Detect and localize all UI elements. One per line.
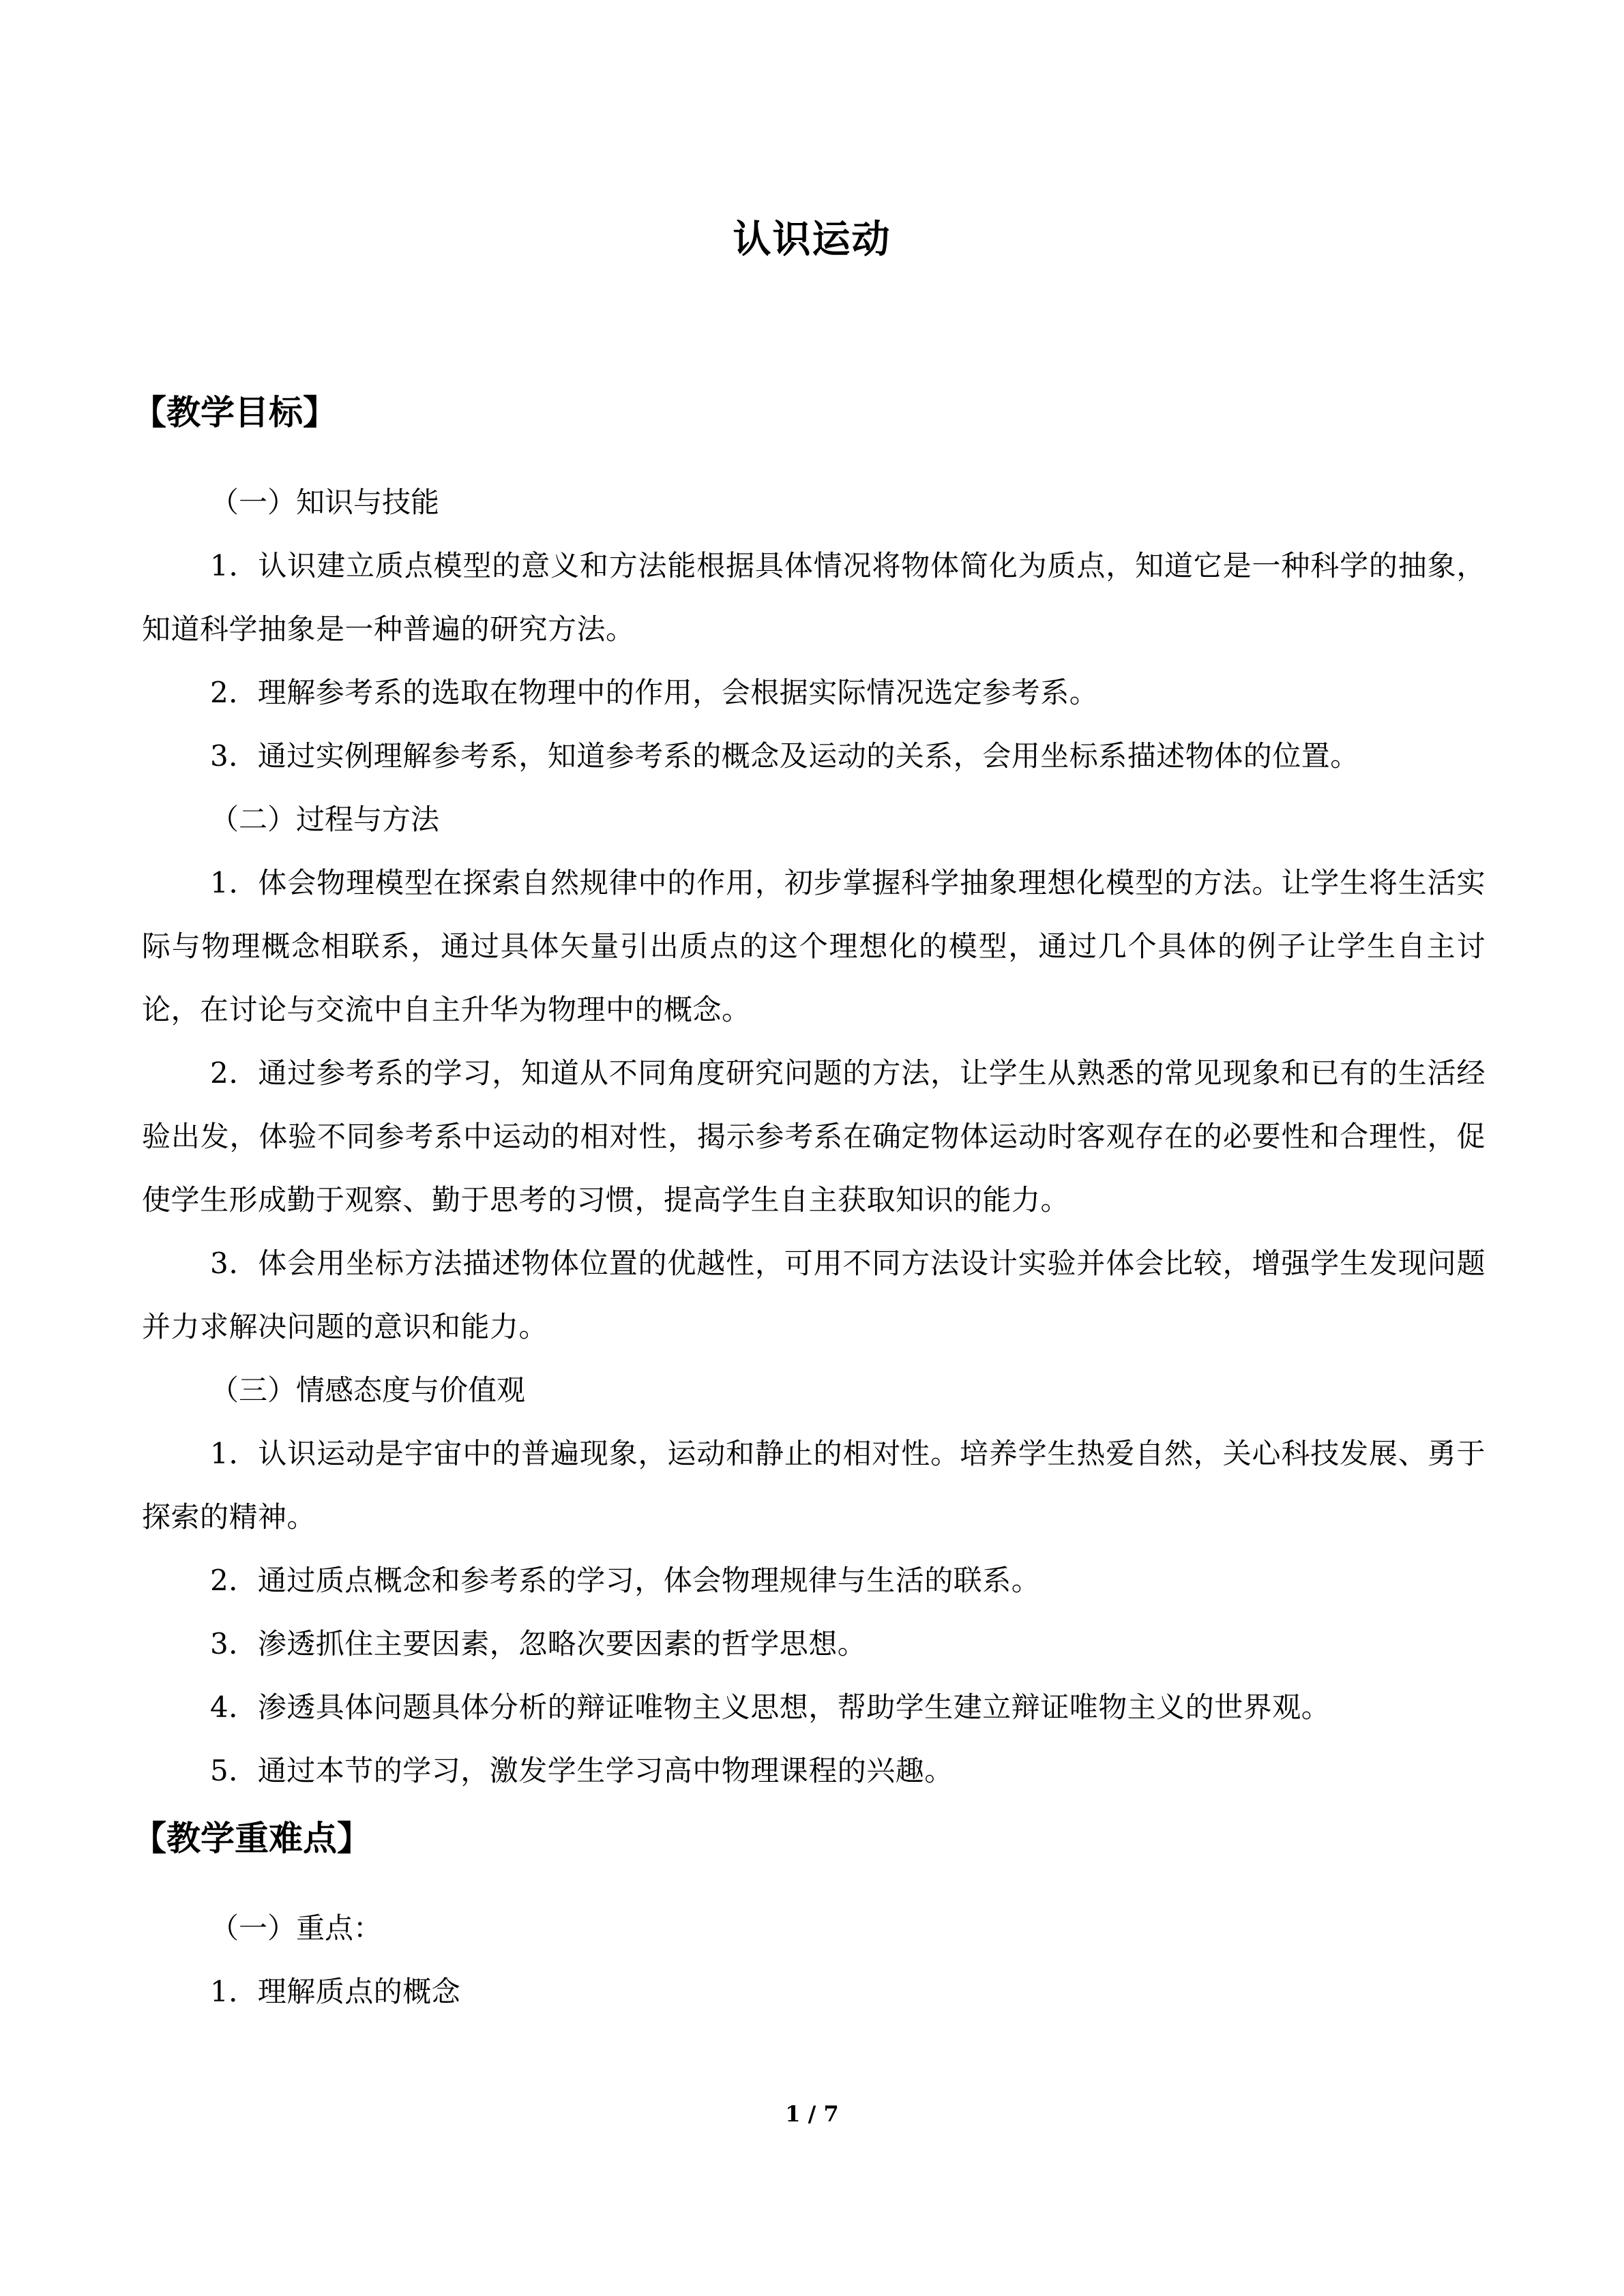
paragraph: 4．渗透具体问题具体分析的辩证唯物主义思想，帮助学生建立辩证唯物主义的世界观。	[210, 1690, 1331, 1724]
section-teaching-objectives	[132, 382, 1486, 1802]
paragraph: 3．通过实例理解参考系，知道参考系的概念及运动的关系，会用坐标系描述物体的位置。	[210, 739, 1359, 773]
document-title: 认识运动	[733, 218, 891, 262]
paragraph: 1．认识运动是宇宙中的普遍现象，运动和静止的相对性。培养学生热爱自然，关心科技发展、勇于探索的精神。	[142, 1437, 1486, 1534]
section-heading: 【教学重难点】	[132, 1819, 371, 1858]
paragraph: 1．体会物理模型在探索自然规律中的作用，初步掌握科学抽象理想化模型的方法。让学生将生活实际与物理概念相联系，通过具体矢量引出质点的这个理想化的模型，通过几个具体的例子让学生自主讨论，在讨论与交流中自主升华为物理中的概念。	[142, 866, 1486, 1026]
paragraph: 5．通过本节的学习，激发学生学习高中物理课程的兴趣。	[210, 1754, 954, 1787]
paragraph: 3．体会用坐标方法描述物体位置的优越性，可用不同方法设计实验并体会比较，增强学生发现问题并力求解决问题的意识和能力。	[142, 1247, 1486, 1343]
paragraph: 3．渗透抓住主要因素，忽略次要因素的哲学思想。	[210, 1627, 867, 1660]
subheading-emotions-values: （三）情感态度与价值观	[210, 1373, 526, 1407]
subheading-key-points: （一）重点：	[210, 1911, 383, 1945]
paragraph: 2．理解参考系的选取在物理中的作用，会根据实际情况选定参考系。	[210, 676, 1099, 709]
section-key-difficult-points	[132, 1808, 1486, 2023]
subheading-knowledge-skills: （一）知识与技能	[210, 486, 440, 519]
section-heading: 【教学目标】	[132, 393, 337, 432]
subheading-process-methods: （二）过程与方法	[210, 803, 440, 836]
paragraph: 1．理解质点的概念	[210, 1975, 461, 2008]
paragraph: 2．通过参考系的学习，知道从不同角度研究问题的方法，让学生从熟悉的常见现象和已有的生活经验出发，体验不同参考系中运动的相对性，揭示参考系在确定物体运动时客观存在的必要性和合理性，促使学生形成勤于观察、勤于思考的习惯，提高学生自主获取知识的能力。	[142, 1056, 1486, 1217]
paragraph: 2．通过质点概念和参考系的学习，体会物理规律与生活的联系。	[210, 1564, 1041, 1597]
paragraph: 1．认识建立质点模型的意义和方法能根据具体情况将物体简化为质点，知道它是一种科学的抽象，知道科学抽象是一种普遍的研究方法。	[142, 549, 1486, 646]
document-body	[132, 382, 1486, 2023]
page-number: 1 / 7	[785, 2101, 839, 2127]
